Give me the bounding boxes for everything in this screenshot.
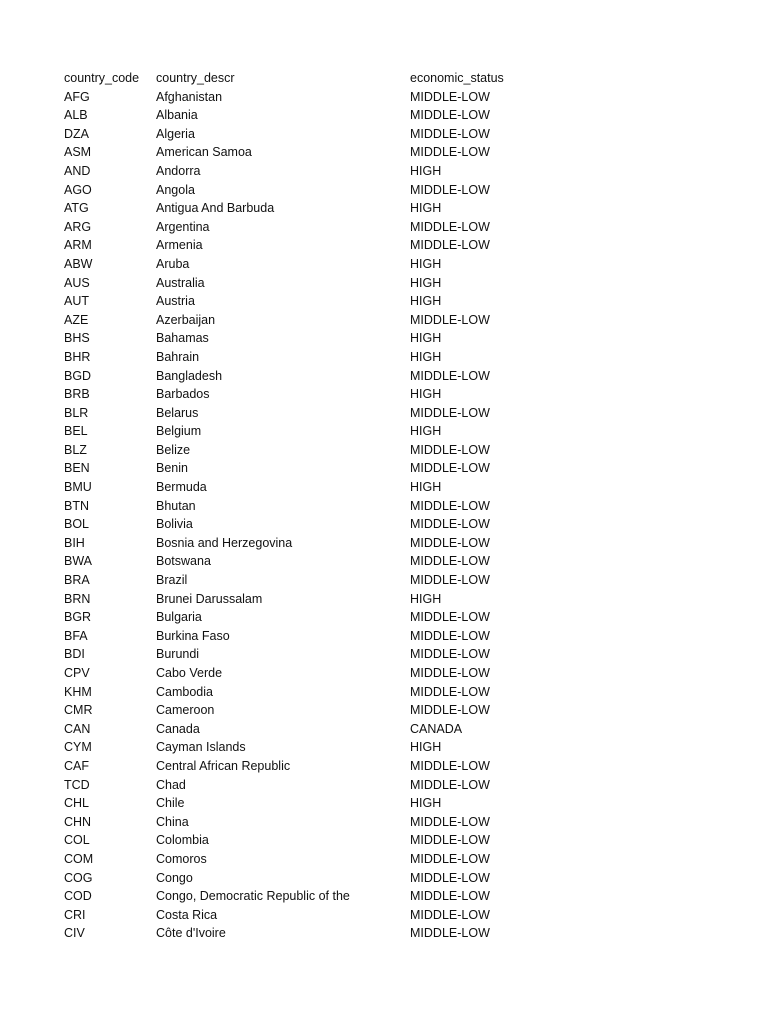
cell-country-descr: Antigua And Barbuda (156, 201, 275, 216)
cell-country-code: ASM (64, 145, 92, 160)
cell-country-descr: Chad (156, 777, 186, 792)
cell-country-descr: Cambodia (156, 684, 213, 699)
cell-country-code: KHM (64, 684, 92, 699)
cell-economic-status: MIDDLE-LOW (410, 610, 490, 625)
cell-country-descr: Brunei Darussalam (156, 591, 263, 606)
cell-country-code: BLR (64, 405, 89, 420)
cell-country-descr: Barbados (156, 387, 210, 402)
cell-economic-status: MIDDLE-LOW (410, 814, 490, 829)
cell-country-code: AGO (64, 182, 92, 197)
cell-country-code: ARG (64, 219, 92, 234)
cell-country-code: BEL (64, 424, 88, 439)
cell-country-descr: Cameroon (156, 703, 215, 718)
cell-country-code: BRA (64, 573, 90, 588)
cell-country-code: DZA (64, 126, 89, 141)
header-country-code: country_code (64, 71, 140, 85)
cell-economic-status: MIDDLE-LOW (410, 703, 490, 718)
cell-country-code: COD (64, 889, 92, 904)
cell-economic-status: MIDDLE-LOW (410, 498, 490, 513)
cell-economic-status: MIDDLE-LOW (410, 108, 490, 123)
cell-country-code: BHS (64, 331, 90, 346)
cell-country-code: BGR (64, 610, 92, 625)
cell-country-code: CIV (64, 926, 85, 941)
cell-country-descr: Argentina (156, 219, 210, 234)
header-country-descr: country_descr (156, 71, 235, 85)
cell-country-descr: Comoros (156, 851, 207, 866)
cell-country-code: BFA (64, 628, 88, 643)
cell-economic-status: MIDDLE-LOW (410, 666, 490, 680)
cell-country-code: COM (64, 851, 94, 866)
cell-country-code: CPV (64, 666, 90, 680)
cell-country-code: BTN (64, 498, 89, 513)
cell-country-code: CHL (64, 796, 90, 811)
cell-country-code: BOL (64, 517, 90, 532)
cell-country-code: CAN (64, 721, 91, 736)
cell-economic-status: HIGH (410, 740, 442, 755)
cell-country-code: CRI (64, 907, 86, 922)
cell-country-code: AND (64, 163, 91, 178)
cell-country-descr: Brazil (156, 573, 188, 588)
cell-country-descr: Belize (156, 442, 191, 457)
cell-country-code: COG (64, 870, 93, 885)
cell-country-descr: Colombia (156, 833, 209, 848)
cell-country-descr: Belarus (156, 405, 199, 420)
cell-country-descr: Austria (156, 294, 195, 309)
cell-economic-status: MIDDLE-LOW (410, 312, 490, 327)
cell-country-code: AUS (64, 275, 90, 290)
cell-economic-status: MIDDLE-LOW (410, 219, 490, 234)
cell-country-descr: Costa Rica (156, 907, 218, 922)
cell-country-descr: Aruba (156, 256, 190, 271)
cell-country-descr: Angola (156, 182, 195, 197)
cell-economic-status: HIGH (410, 275, 442, 290)
cell-country-descr: Bahamas (156, 331, 209, 346)
cell-country-descr: Bulgaria (156, 610, 202, 625)
cell-country-code: ABW (64, 256, 93, 271)
header-economic-status: economic_status (410, 71, 504, 85)
cell-country-descr: Botswana (156, 554, 211, 569)
cell-country-code: CHN (64, 814, 92, 829)
cell-country-code: AFG (64, 89, 90, 104)
cell-country-descr: Central African Republic (156, 758, 291, 773)
cell-economic-status: MIDDLE-LOW (410, 535, 490, 550)
cell-economic-status: HIGH (410, 349, 442, 364)
cell-country-descr: Australia (156, 275, 205, 290)
cell-country-code: CMR (64, 703, 93, 718)
cell-country-descr: Bangladesh (156, 368, 223, 383)
cell-economic-status: CANADA (410, 721, 463, 736)
cell-country-descr: Cabo Verde (156, 666, 223, 680)
cell-country-descr: Andorra (156, 163, 201, 178)
cell-country-descr: Congo, Democratic Republic of the (156, 889, 350, 904)
cell-economic-status: HIGH (410, 424, 442, 439)
cell-country-descr: Congo (156, 870, 193, 885)
cell-economic-status: MIDDLE-LOW (410, 554, 490, 569)
cell-country-code: AZE (64, 312, 89, 327)
cell-economic-status: MIDDLE-LOW (410, 647, 490, 662)
cell-economic-status: MIDDLE-LOW (410, 145, 490, 160)
cell-country-descr: China (156, 814, 189, 829)
cell-economic-status: HIGH (410, 796, 442, 811)
cell-economic-status: MIDDLE-LOW (410, 461, 490, 476)
cell-country-code: BDI (64, 647, 85, 662)
cell-country-descr: Azerbaijan (156, 312, 216, 327)
cell-economic-status: HIGH (410, 256, 442, 271)
cell-country-code: BRB (64, 387, 90, 402)
cell-economic-status: HIGH (410, 480, 442, 495)
cell-country-code: BIH (64, 535, 85, 550)
cell-country-descr: Bahrain (156, 349, 200, 364)
cell-economic-status: HIGH (410, 201, 442, 216)
cell-economic-status: MIDDLE-LOW (410, 405, 490, 420)
cell-economic-status: HIGH (410, 163, 442, 178)
cell-country-descr: Algeria (156, 126, 195, 141)
cell-country-descr: Côte d'Ivoire (156, 926, 226, 941)
cell-economic-status: MIDDLE-LOW (410, 89, 490, 104)
cell-economic-status: MIDDLE-LOW (410, 833, 490, 848)
cell-economic-status: HIGH (410, 591, 442, 606)
cell-country-descr: Benin (156, 461, 188, 476)
cell-country-code: BMU (64, 480, 92, 495)
cell-country-code: BHR (64, 349, 91, 364)
cell-country-descr: Bolivia (156, 517, 193, 532)
cell-country-descr: Burundi (156, 647, 200, 662)
cell-economic-status: MIDDLE-LOW (410, 368, 490, 383)
cell-economic-status: MIDDLE-LOW (410, 517, 490, 532)
cell-country-code: ALB (64, 108, 88, 123)
cell-country-code: BRN (64, 591, 91, 606)
cell-country-code: BLZ (64, 442, 87, 457)
cell-country-code: BWA (64, 554, 93, 569)
cell-country-code: BGD (64, 368, 92, 383)
cell-country-code: CYM (64, 740, 92, 755)
cell-country-descr: Bosnia and Herzegovina (156, 535, 293, 550)
cell-economic-status: MIDDLE-LOW (410, 182, 490, 197)
cell-country-descr: American Samoa (156, 145, 252, 160)
cell-country-code: ARM (64, 238, 92, 253)
cell-country-code: COL (64, 833, 90, 848)
cell-economic-status: MIDDLE-LOW (410, 777, 490, 792)
cell-economic-status: HIGH (410, 294, 442, 309)
cell-country-descr: Canada (156, 721, 200, 736)
cell-country-code: TCD (64, 777, 90, 792)
cell-country-code: CAF (64, 758, 89, 773)
cell-economic-status: MIDDLE-LOW (410, 851, 490, 866)
cell-economic-status: MIDDLE-LOW (410, 573, 490, 588)
cell-country-descr: Albania (156, 108, 198, 123)
cell-economic-status: MIDDLE-LOW (410, 442, 490, 457)
cell-country-descr: Chile (156, 796, 185, 811)
cell-economic-status: HIGH (410, 331, 442, 346)
cell-economic-status: MIDDLE-LOW (410, 628, 490, 643)
cell-economic-status: MIDDLE-LOW (410, 684, 490, 699)
cell-economic-status: MIDDLE-LOW (410, 238, 490, 253)
cell-country-descr: Afghanistan (156, 89, 223, 104)
cell-economic-status: MIDDLE-LOW (410, 758, 490, 773)
cell-economic-status: MIDDLE-LOW (410, 889, 490, 904)
cell-country-code: AUT (64, 294, 89, 309)
cell-country-descr: Belgium (156, 424, 202, 439)
cell-economic-status: MIDDLE-LOW (410, 907, 490, 922)
cell-economic-status: MIDDLE-LOW (410, 126, 490, 141)
cell-economic-status: MIDDLE-LOW (410, 870, 490, 885)
cell-country-descr: Cayman Islands (156, 740, 246, 755)
cell-country-descr: Bhutan (156, 498, 196, 513)
cell-country-descr: Burkina Faso (156, 628, 230, 643)
cell-country-code: ATG (64, 201, 89, 216)
cell-country-descr: Armenia (156, 238, 203, 253)
cell-economic-status: MIDDLE-LOW (410, 926, 490, 941)
cell-economic-status: HIGH (410, 387, 442, 402)
cell-country-descr: Bermuda (156, 480, 207, 495)
cell-country-code: BEN (64, 461, 90, 476)
